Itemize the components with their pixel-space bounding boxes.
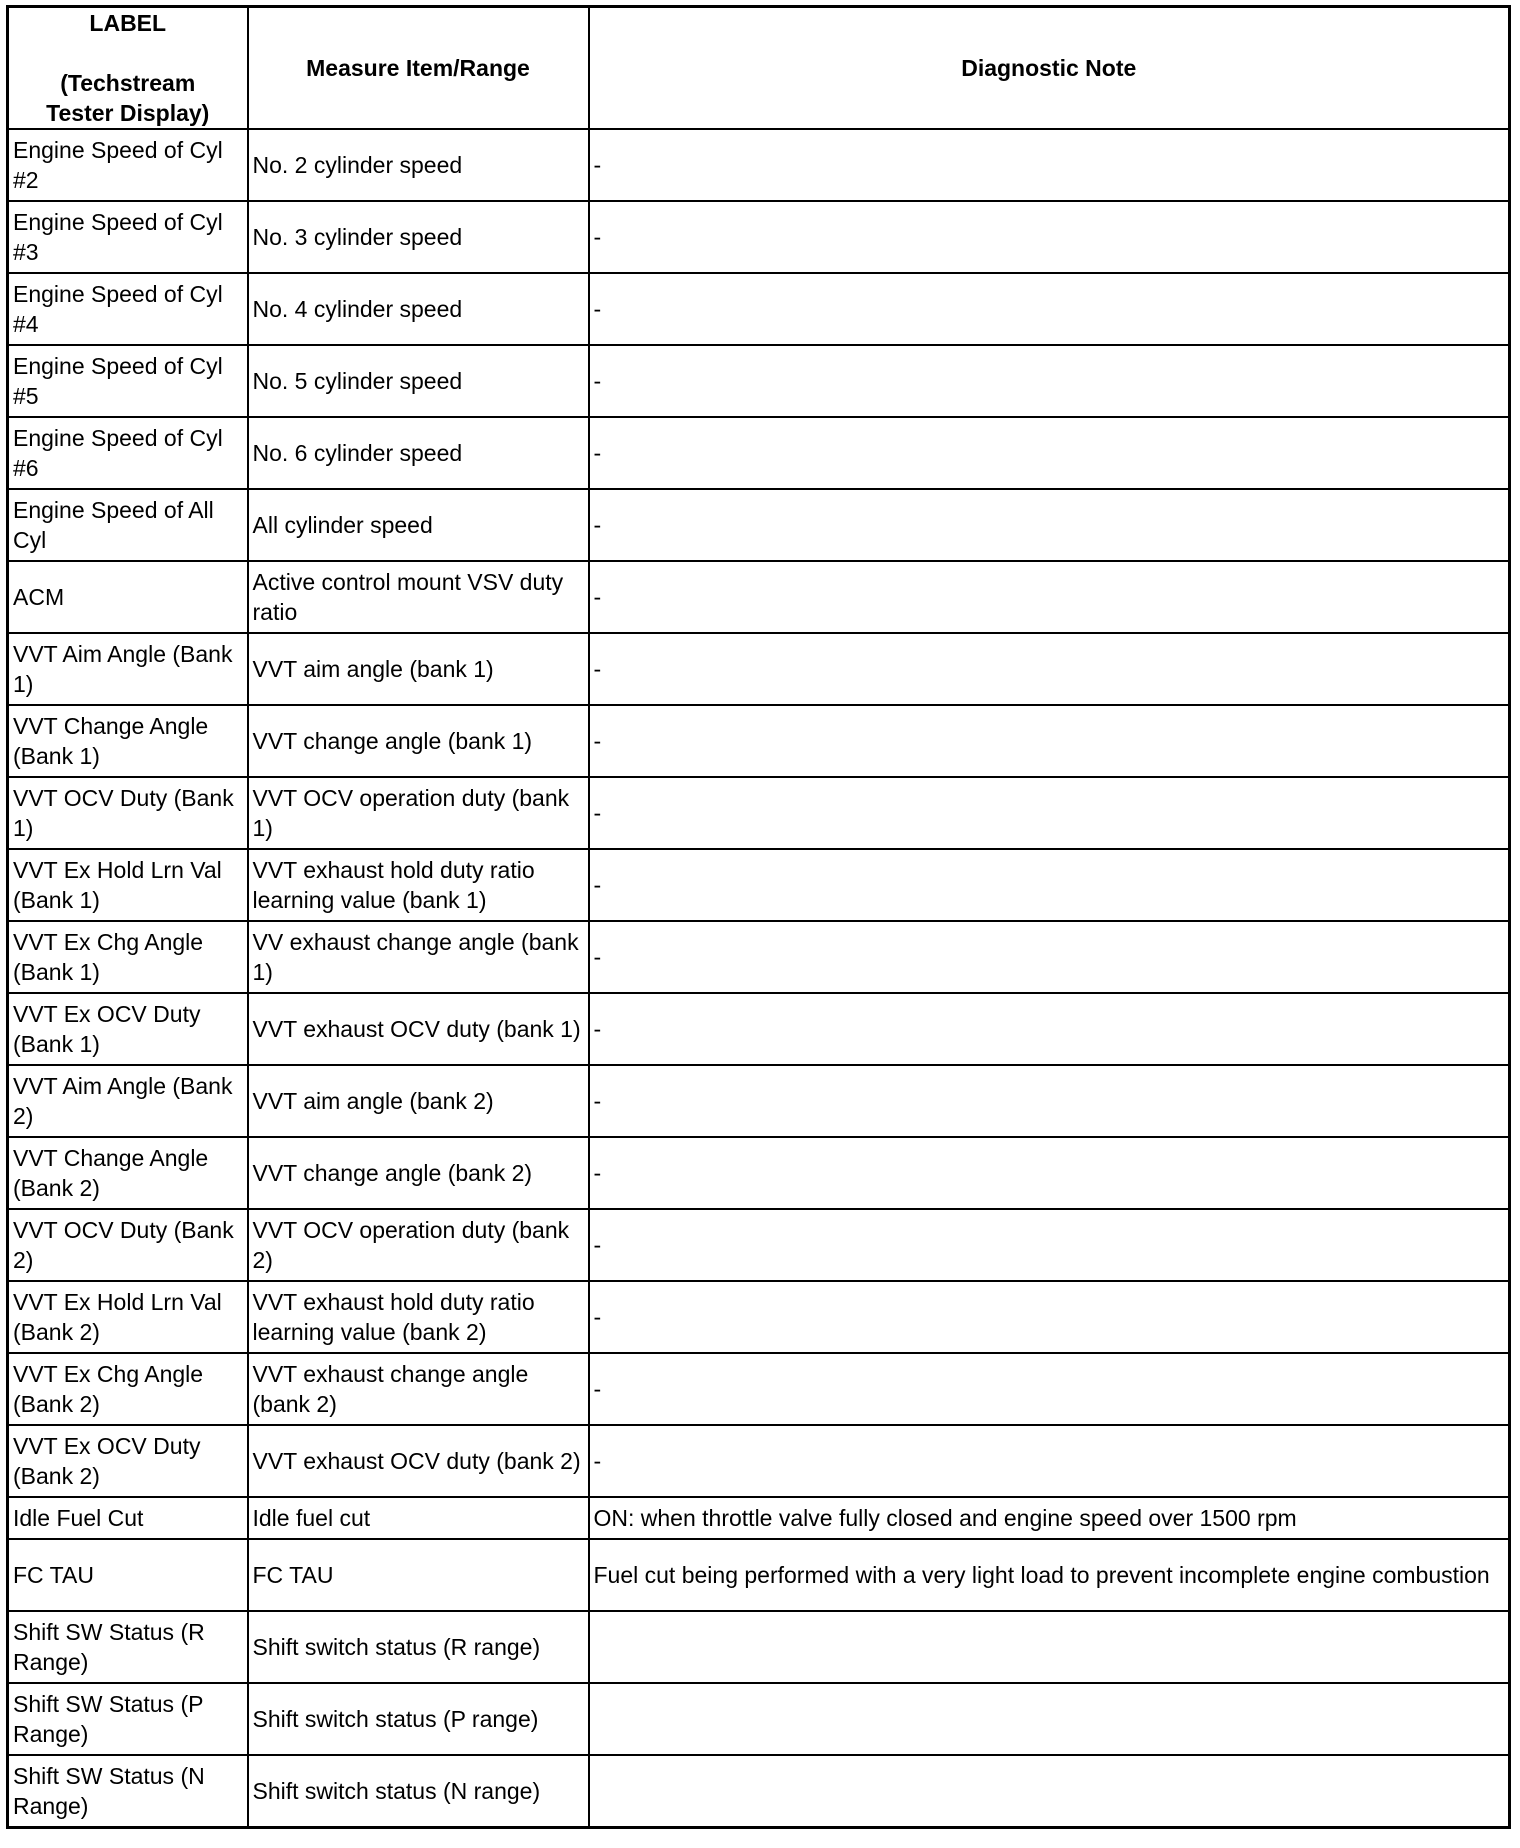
table-row xyxy=(8,1209,1510,1281)
cell-note: - xyxy=(589,273,1510,345)
table-row xyxy=(8,1755,1510,1827)
cell-label: ACM xyxy=(8,561,248,633)
cell-measure: VVT change angle (bank 1) xyxy=(248,705,589,777)
cell-note: - xyxy=(589,993,1510,1065)
cell-measure: No. 4 cylinder speed xyxy=(248,273,589,345)
cell-measure: Shift switch status (N range) xyxy=(248,1755,589,1827)
cell-label: Shift SW Status (P Range) xyxy=(8,1683,248,1755)
cell-label: VVT Ex Hold Lrn Val (Bank 1) xyxy=(8,849,248,921)
cell-label: Shift SW Status (N Range) xyxy=(8,1755,248,1827)
cell-note: - xyxy=(589,561,1510,633)
cell-label: VVT Ex OCV Duty (Bank 1) xyxy=(8,993,248,1065)
table-row xyxy=(8,1683,1510,1755)
cell-label: VVT Aim Angle (Bank 1) xyxy=(8,633,248,705)
table-row xyxy=(8,1281,1510,1353)
header-label-line3: Tester Display) xyxy=(46,100,210,126)
cell-note: - xyxy=(589,201,1510,273)
header-label-spacer xyxy=(15,38,241,68)
table-row xyxy=(8,921,1510,993)
cell-note: - xyxy=(589,705,1510,777)
cell-note: Fuel cut being performed with a very light load to prevent incomplete engine combustion xyxy=(589,1539,1510,1611)
cell-measure: No. 6 cylinder speed xyxy=(248,417,589,489)
cell-measure: Shift switch status (P range) xyxy=(248,1683,589,1755)
header-measure: Measure Item/Range xyxy=(248,7,589,130)
cell-measure: VVT change angle (bank 2) xyxy=(248,1137,589,1209)
cell-label: VVT Ex Chg Angle (Bank 1) xyxy=(8,921,248,993)
header-label xyxy=(8,7,248,130)
cell-label: VVT Ex Hold Lrn Val (Bank 2) xyxy=(8,1281,248,1353)
cell-note xyxy=(589,1755,1510,1827)
table-row xyxy=(8,1065,1510,1137)
table-row xyxy=(8,561,1510,633)
cell-measure: VV exhaust change angle (bank 1) xyxy=(248,921,589,993)
table-row xyxy=(8,129,1510,201)
cell-measure: FC TAU xyxy=(248,1539,589,1611)
table-row xyxy=(8,633,1510,705)
cell-measure: Shift switch status (R range) xyxy=(248,1611,589,1683)
cell-note: - xyxy=(589,921,1510,993)
cell-measure: VVT aim angle (bank 1) xyxy=(248,633,589,705)
cell-label: Engine Speed of Cyl #5 xyxy=(8,345,248,417)
cell-label: Engine Speed of Cyl #3 xyxy=(8,201,248,273)
table-row xyxy=(8,1497,1510,1539)
table-row xyxy=(8,1353,1510,1425)
cell-measure: Idle fuel cut xyxy=(248,1497,589,1539)
cell-measure: No. 2 cylinder speed xyxy=(248,129,589,201)
cell-measure: VVT exhaust hold duty ratio learning value (bank 2) xyxy=(248,1281,589,1353)
table-row xyxy=(8,1611,1510,1683)
table-row xyxy=(8,273,1510,345)
cell-label: VVT Ex OCV Duty (Bank 2) xyxy=(8,1425,248,1497)
table-row xyxy=(8,1425,1510,1497)
cell-label: Engine Speed of Cyl #6 xyxy=(8,417,248,489)
cell-measure: VVT OCV operation duty (bank 2) xyxy=(248,1209,589,1281)
cell-note: - xyxy=(589,633,1510,705)
cell-measure: VVT exhaust OCV duty (bank 2) xyxy=(248,1425,589,1497)
cell-measure: No. 3 cylinder speed xyxy=(248,201,589,273)
cell-note: - xyxy=(589,489,1510,561)
table-row xyxy=(8,993,1510,1065)
document-page xyxy=(6,5,1508,1829)
cell-note: - xyxy=(589,777,1510,849)
cell-label: VVT Ex Chg Angle (Bank 2) xyxy=(8,1353,248,1425)
cell-label: VVT OCV Duty (Bank 1) xyxy=(8,777,248,849)
table-body xyxy=(8,129,1510,1827)
cell-measure: No. 5 cylinder speed xyxy=(248,345,589,417)
header-label-line2: (Techstream xyxy=(60,70,196,96)
table-row xyxy=(8,777,1510,849)
data-list-table xyxy=(6,5,1511,1829)
cell-note: - xyxy=(589,345,1510,417)
header-note: Diagnostic Note xyxy=(589,7,1510,130)
cell-note xyxy=(589,1683,1510,1755)
cell-label: VVT Change Angle (Bank 1) xyxy=(8,705,248,777)
table-row xyxy=(8,345,1510,417)
cell-label: Engine Speed of All Cyl xyxy=(8,489,248,561)
table-row xyxy=(8,1137,1510,1209)
cell-label: FC TAU xyxy=(8,1539,248,1611)
cell-note: ON: when throttle valve fully closed and engine speed over 1500 rpm xyxy=(589,1497,1510,1539)
cell-label: VVT Aim Angle (Bank 2) xyxy=(8,1065,248,1137)
table-row xyxy=(8,417,1510,489)
cell-measure: Active control mount VSV duty ratio xyxy=(248,561,589,633)
cell-note: - xyxy=(589,129,1510,201)
cell-note: - xyxy=(589,849,1510,921)
cell-measure: VVT OCV operation duty (bank 1) xyxy=(248,777,589,849)
cell-measure: VVT exhaust change angle (bank 2) xyxy=(248,1353,589,1425)
cell-note: - xyxy=(589,1137,1510,1209)
cell-label: Idle Fuel Cut xyxy=(8,1497,248,1539)
table-row xyxy=(8,1539,1510,1611)
table-row xyxy=(8,849,1510,921)
cell-note: - xyxy=(589,1281,1510,1353)
table-row xyxy=(8,705,1510,777)
cell-note: - xyxy=(589,417,1510,489)
cell-measure: VVT aim angle (bank 2) xyxy=(248,1065,589,1137)
cell-measure: VVT exhaust OCV duty (bank 1) xyxy=(248,993,589,1065)
table-row xyxy=(8,201,1510,273)
header-label-line1: LABEL xyxy=(89,10,167,36)
cell-measure: VVT exhaust hold duty ratio learning value (bank 1) xyxy=(248,849,589,921)
cell-measure: All cylinder speed xyxy=(248,489,589,561)
table-row xyxy=(8,489,1510,561)
header-row xyxy=(8,7,1510,130)
cell-note: - xyxy=(589,1425,1510,1497)
cell-label: Engine Speed of Cyl #2 xyxy=(8,129,248,201)
cell-note: - xyxy=(589,1353,1510,1425)
cell-label: Engine Speed of Cyl #4 xyxy=(8,273,248,345)
cell-note xyxy=(589,1611,1510,1683)
cell-label: Shift SW Status (R Range) xyxy=(8,1611,248,1683)
cell-label: VVT Change Angle (Bank 2) xyxy=(8,1137,248,1209)
cell-note: - xyxy=(589,1209,1510,1281)
cell-label: VVT OCV Duty (Bank 2) xyxy=(8,1209,248,1281)
cell-note: - xyxy=(589,1065,1510,1137)
